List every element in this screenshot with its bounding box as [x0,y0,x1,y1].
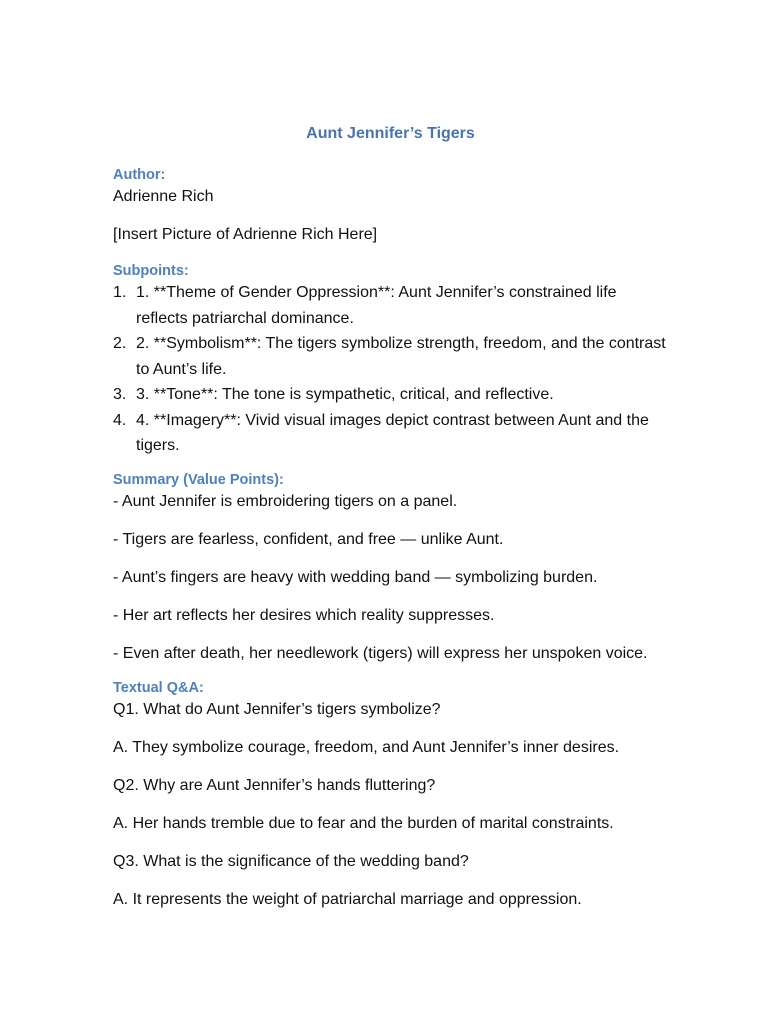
subpoints-heading: Subpoints: [113,263,189,279]
list-number: 2. [113,335,127,352]
list-item-text: 4. **Imagery**: Vivid visual images depict contrast between Aunt and the tigers. [136,411,649,454]
picture-placeholder-note: [Insert Picture of Adrienne Rich Here] [113,226,378,243]
list-item [113,331,668,382]
answer-text: A. It represents the weight of patriarchal marriage and oppression. [113,890,582,908]
list-number: 4. [113,411,127,429]
question-text: Q3. What is the significance of the wedding band? [113,852,469,870]
list-number: 1. [113,284,127,301]
summary-heading: Summary (Value Points): [113,471,284,488]
summary-point: - Her art reflects her desires which reality suppresses. [113,606,495,624]
summary-point: - Tigers are fearless, confident, and free — unlike Aunt. [113,530,504,548]
qa-heading: Textual Q&A: [113,679,204,696]
list-item [113,280,668,331]
question-text: Q1. What do Aunt Jennifer’s tigers symbolize? [113,700,441,718]
list-item-text: 3. **Tone**: The tone is sympathetic, critical, and reflective. [136,386,554,403]
subpoints-list [113,280,668,459]
list-item [113,408,668,459]
question-text: Q2. Why are Aunt Jennifer’s hands fluttering? [113,776,436,794]
list-number: 3. [113,386,127,403]
list-item [113,382,668,408]
author-heading: Author: [113,167,166,183]
author-name: Adrienne Rich [113,188,214,205]
answer-text: A. They symbolize courage, freedom, and Aunt Jennifer’s inner desires. [113,738,620,756]
summary-point: - Even after death, her needlework (tigers) will express her unspoken voice. [113,644,648,662]
list-item-text: 1. **Theme of Gender Oppression**: Aunt Jennifer’s constrained life reflects patriarchal dominance. [136,284,617,327]
answer-text: A. Her hands tremble due to fear and the burden of marital constraints. [113,814,614,832]
summary-point: - Aunt’s fingers are heavy with wedding band — symbolizing burden. [113,568,598,586]
list-item-text: 2. **Symbolism**: The tigers symbolize strength, freedom, and the contrast to Aunt’s life. [136,335,666,378]
summary-point: - Aunt Jennifer is embroidering tigers on a panel. [113,492,458,510]
document-title: Aunt Jennifer’s Tigers [306,125,475,142]
